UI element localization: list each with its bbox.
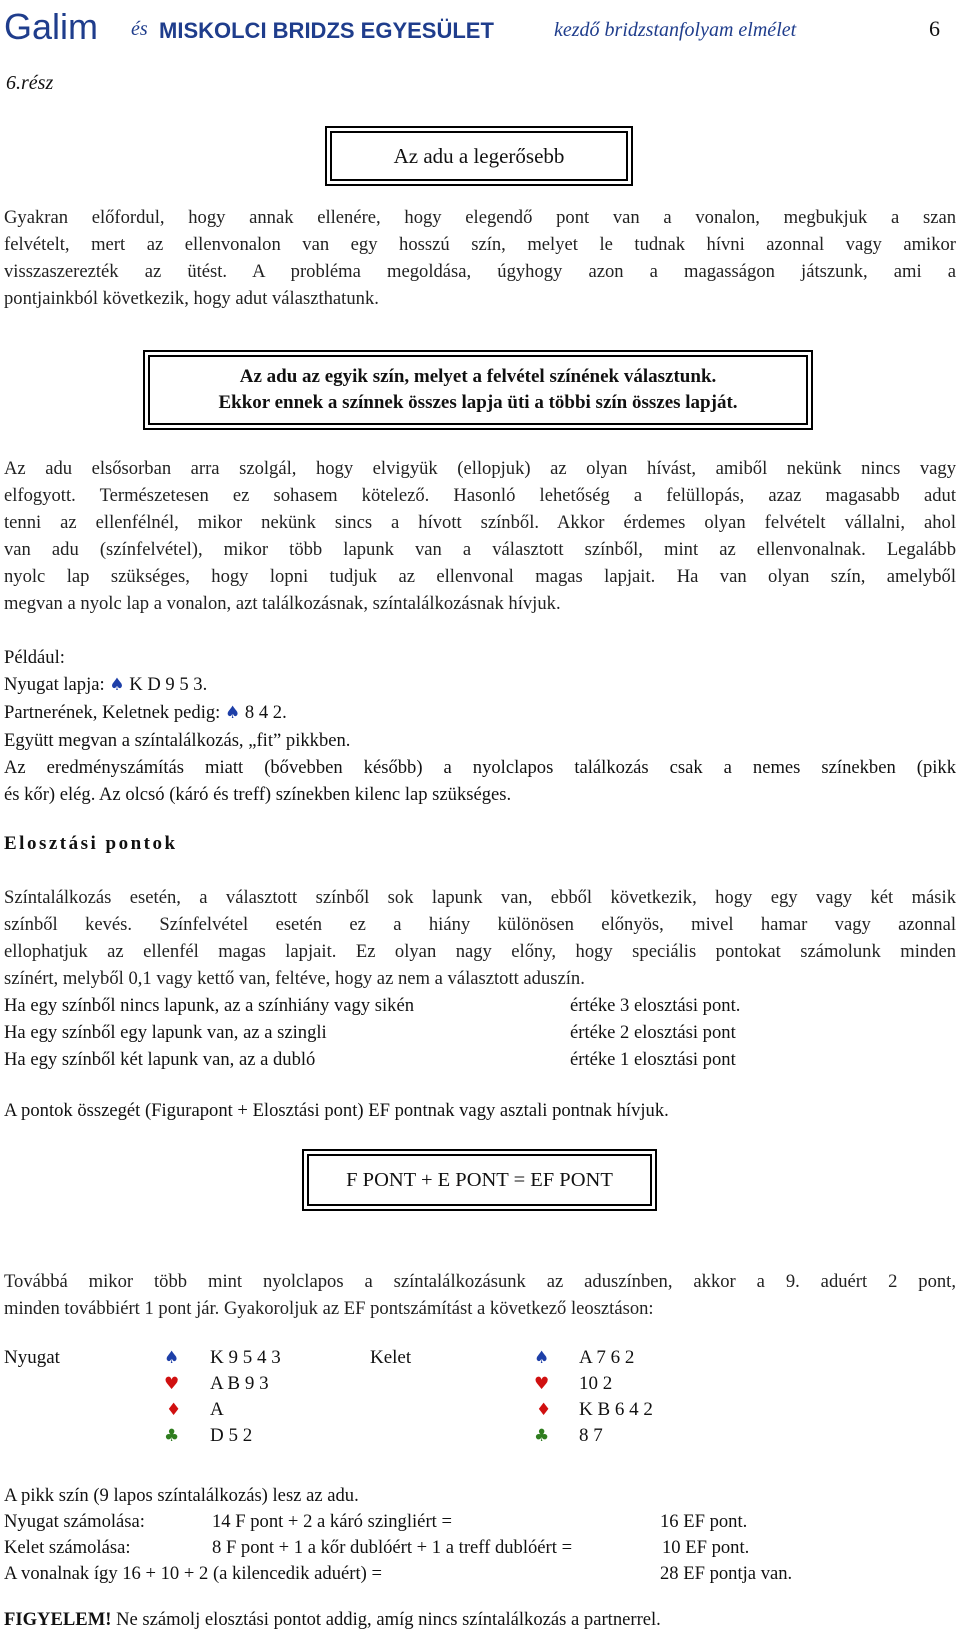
text-line: Gyakran előfordul, hogy annak ellenére, hogy elegendő pont van a vonalon, megbukjuk a szan [4, 207, 956, 228]
west-example-line [4, 671, 956, 699]
warning-line [4, 1606, 956, 1633]
text-line: Továbbá mikor több mint nyolclapos a színtalálkozásunk az aduszínben, akkor a 9. aduért 2 pont, [4, 1271, 956, 1292]
definition-box [143, 350, 813, 430]
west-score-label: Nyugat számolása: [4, 1511, 145, 1532]
rule-condition: Ha egy színből két lapunk van, az a dubló [4, 1049, 316, 1070]
partner-prefix: Partnerének, Keletnek pedig: [4, 702, 221, 723]
definition-line: Az adu az egyik szín, melyet a felvétel színének választunk. [239, 366, 717, 387]
example-block [4, 644, 956, 808]
east-score-result: 10 EF pont. [662, 1537, 750, 1558]
scoring-block [4, 1482, 956, 1592]
example-intro: Például: [4, 647, 65, 668]
partner-cards: 8 4 2. [244, 702, 287, 723]
rule-value: értéke 1 elosztási pont [570, 1049, 736, 1070]
east-hearts: 10 2 [579, 1373, 613, 1394]
west-score-calc: 14 F pont + 2 a káró szingliért = [212, 1511, 452, 1532]
header-connector: és [131, 18, 148, 40]
text-line: van adu (színfelvétel), mikor több lapunk van a választott színből, mint az ellenvonalnak. Legalább [4, 539, 956, 560]
text-line: színből kevés. Színfelvétel esetén ez a hiány különösen előnyös, mivel hamar vagy azonnal [4, 914, 956, 935]
page-number: 6 [929, 16, 940, 41]
west-diamonds: A [210, 1399, 224, 1420]
text-line: megvan a nyolc lap a vonalon, azt találkozásnak, színtalálkozásnak hívjuk. [4, 593, 561, 614]
east-label: Kelet [370, 1347, 412, 1368]
text-line: Színtalálkozás esetén, a választott színből sok lapunk van, ebből következik, hogy egy vagy két másik [4, 887, 956, 908]
club-icon: ♣ [164, 1426, 180, 1446]
east-score-calc: 8 F pont + 1 a kőr dublóért + 1 a treff dublóért = [212, 1537, 573, 1558]
text-line: visszaszerezték az ütést. A probléma megoldása, úgyhogy azon a magasságon játszunk, ami a [4, 261, 956, 282]
title-text: Az adu a legerősebb [393, 143, 565, 168]
rule-condition: Ha egy színből egy lapunk van, az a szingli [4, 1022, 327, 1043]
text-line: Az adu elsősorban arra szolgál, hogy elvigyük (ellopjuk) az olyan hívást, amiből nekünk nincs vagy [4, 458, 956, 479]
course-name: kezdő bridzstanfolyam elmélet [554, 19, 797, 41]
west-spades: K 9 5 4 3 [210, 1347, 281, 1368]
trump-line: A pikk szín (9 lapos színtalálkozás) lesz az adu. [4, 1485, 359, 1506]
definition-line: Ekkor ennek a színnek összes lapja üti a többi szín összes lapját. [218, 392, 738, 413]
ef-definition: A pontok összegét (Figurapont + Elosztási pont) EF pontnak vagy asztali pontnak hívjuk. [4, 1100, 669, 1121]
warning-text: Ne számolj elosztási pontot addig, amíg nincs színtalálkozás a partnerrel. [116, 1609, 661, 1630]
total-label: A vonalnak így 16 + 10 + 2 (a kilencedik aduért) = [4, 1563, 382, 1584]
brand-name: Galim [4, 6, 99, 47]
west-hearts: A B 9 3 [210, 1373, 269, 1394]
west-label: Nyugat [4, 1347, 60, 1368]
club-icon: ♣ [534, 1426, 550, 1446]
west-score-result: 16 EF pont. [660, 1511, 748, 1532]
trump-paragraph [4, 455, 956, 617]
fit-line: Együtt megvan a színtalálkozás, „fit” pikkben. [4, 730, 351, 751]
title-box [325, 126, 633, 186]
diamond-icon: ♦ [166, 1400, 182, 1420]
text-line: színért, melyből 0,1 vagy kettő van, feltéve, hogy az nem a választott aduszín. [4, 968, 585, 989]
heart-icon: ♥ [164, 1374, 180, 1394]
page-header [4, 6, 954, 46]
east-spades: A 7 6 2 [579, 1347, 635, 1368]
text-line: nyolc lap szükséges, hogy lopni tudjuk az ellenvonal magas lapjait. Ha van olyan szín, amelyből [4, 566, 956, 587]
formula-text: F PONT + E PONT = EF PONT [346, 1168, 613, 1191]
west-prefix: Nyugat lapja: [4, 674, 105, 695]
east-clubs: 8 7 [579, 1425, 603, 1446]
scoring-row [4, 1482, 956, 1508]
hands-diagram [4, 1347, 954, 1457]
distribution-paragraph [4, 884, 956, 992]
rule-value: értéke 3 elosztási pont. [570, 995, 741, 1016]
text-line: felvételt, mert az ellenvonalon van egy hosszú szín, melyet le tudnak hívni azonnal vagy amikor [4, 234, 956, 255]
spade-icon: ♠ [109, 675, 125, 695]
text-line: minden továbbiért 1 pont jár. Gyakoroljuk az EF pontszámítást a következő leosztáson: [4, 1298, 654, 1319]
section-heading: Elosztási pontok [4, 833, 178, 854]
west-cards: K D 9 5 3. [129, 674, 208, 695]
east-diamonds: K B 6 4 2 [579, 1399, 653, 1420]
intro-paragraph [4, 204, 956, 312]
heart-icon: ♥ [534, 1374, 550, 1394]
formula-box [302, 1149, 657, 1211]
partner-example-line [4, 699, 956, 727]
text-line: tenni az ellenfélnél, mikor nekünk sincs a hívott színből. Akkor érdemes olyan felvételt vállalni, ahol [4, 512, 956, 533]
text-line: pontjainkból következik, hogy adut választhatunk. [4, 288, 379, 309]
distribution-rules [4, 992, 956, 1073]
warning-label: FIGYELEM! [4, 1609, 112, 1630]
spade-icon: ♠ [534, 1348, 550, 1368]
diamond-icon: ♦ [536, 1400, 552, 1420]
spade-icon: ♠ [224, 703, 241, 723]
scoring-row [4, 1560, 956, 1586]
scoring-row [4, 1534, 956, 1560]
scoring-row [4, 1508, 956, 1534]
part-label: 6.rész [6, 72, 54, 94]
text-line: elfogyott. Természetesen ez sohasem kötelező. Hasonló lehetőség a felüllopás, azaz magasabb adut [4, 485, 956, 506]
west-clubs: D 5 2 [210, 1425, 253, 1446]
rule-value: értéke 2 elosztási pont [570, 1022, 736, 1043]
note-line: és kőr) elég. Az olcsó (káró és treff) színekben kilenc lap szükséges. [4, 784, 512, 805]
rule-condition: Ha egy színből nincs lapunk, az a színhiány vagy sikén [4, 995, 414, 1016]
spade-icon: ♠ [164, 1348, 180, 1368]
club-name: MISKOLCI BRIDZS EGYESÜLET [159, 18, 494, 43]
rule-row [4, 992, 956, 1019]
east-score-label: Kelet számolása: [4, 1537, 131, 1558]
total-result: 28 EF pontja van. [660, 1563, 793, 1584]
text-line: ellophatjuk az ellenfél magas lapjait. Ez olyan nagy előny, hogy speciális pontokat számolunk minden [4, 941, 956, 962]
rule-row [4, 1019, 956, 1046]
practice-paragraph [4, 1268, 956, 1322]
rule-row [4, 1046, 956, 1073]
note-line: Az eredményszámítás miatt (bővebben később) a nyolclapos találkozás csak a nemes színekben (pikk [4, 757, 956, 778]
